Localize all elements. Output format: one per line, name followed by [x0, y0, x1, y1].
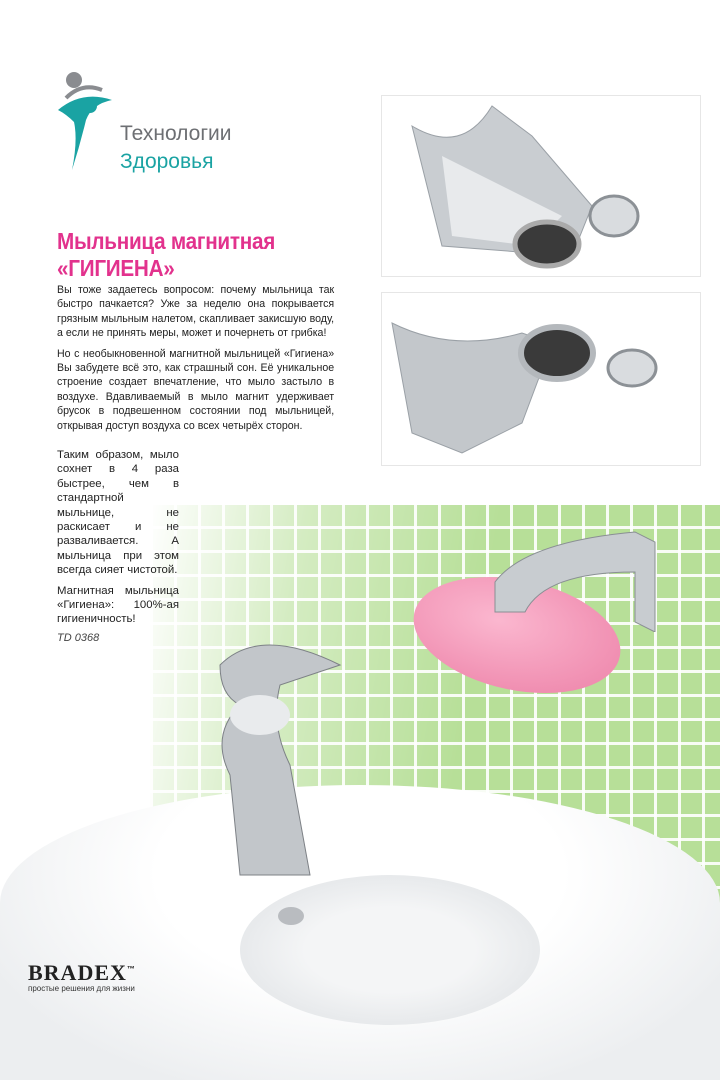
brand-name-text: BRADEX	[28, 960, 127, 985]
sink-bowl	[240, 875, 540, 1025]
paragraph: Но с необыкновенной магнитной мыльницей «Гигиена» Вы забудете всё это, как страшный сон. Её уникальное строение создает впечатление, что мыло застыло в воздухе. Вдавливаемый в мыло магнит удерживает брусок в подвешенном состоянии под мыльницей, открывая доступ воздуха со всех четырёх сторон.	[57, 347, 335, 432]
paragraph: Таким образом, мыло сохнет в 4 раза быстрее, чем в стандартной мыльнице, не раскисает и не разваливается. А мыльница при этом всегда сияет чистотой.	[57, 449, 179, 577]
drain	[278, 907, 304, 925]
magnetic-holder-image	[485, 522, 665, 632]
product-description	[57, 283, 334, 439]
bradex-logo	[28, 960, 136, 993]
logo-text-line1: Технологии	[120, 122, 232, 145]
product-description-continued	[57, 448, 179, 633]
faucet-image	[200, 625, 360, 885]
title-line2: «ГИГИЕНА»	[57, 255, 175, 281]
product-code: TD 0368	[57, 632, 100, 644]
logo-text-line2: Здоровья	[120, 150, 214, 173]
title-line1: Мыльница магнитная	[57, 228, 276, 254]
trademark: ™	[126, 964, 136, 974]
product-photo-side	[381, 292, 701, 466]
brand-name	[28, 960, 136, 986]
paragraph: Магнитная мыльница «Гигиена»: 100%-ая гигиеничность!	[57, 584, 179, 626]
product-title	[57, 228, 275, 282]
paragraph: Вы тоже задаетесь вопросом: почему мыльница так быстро пачкается? Уже за неделю она покрывается грязным мыльным налетом, скапливает закисшую воду, а если не принять меры, может и почернеть от грибка!	[57, 284, 335, 340]
product-photo-front	[381, 95, 701, 277]
brand-tagline: простые решения для жизни	[28, 984, 135, 993]
